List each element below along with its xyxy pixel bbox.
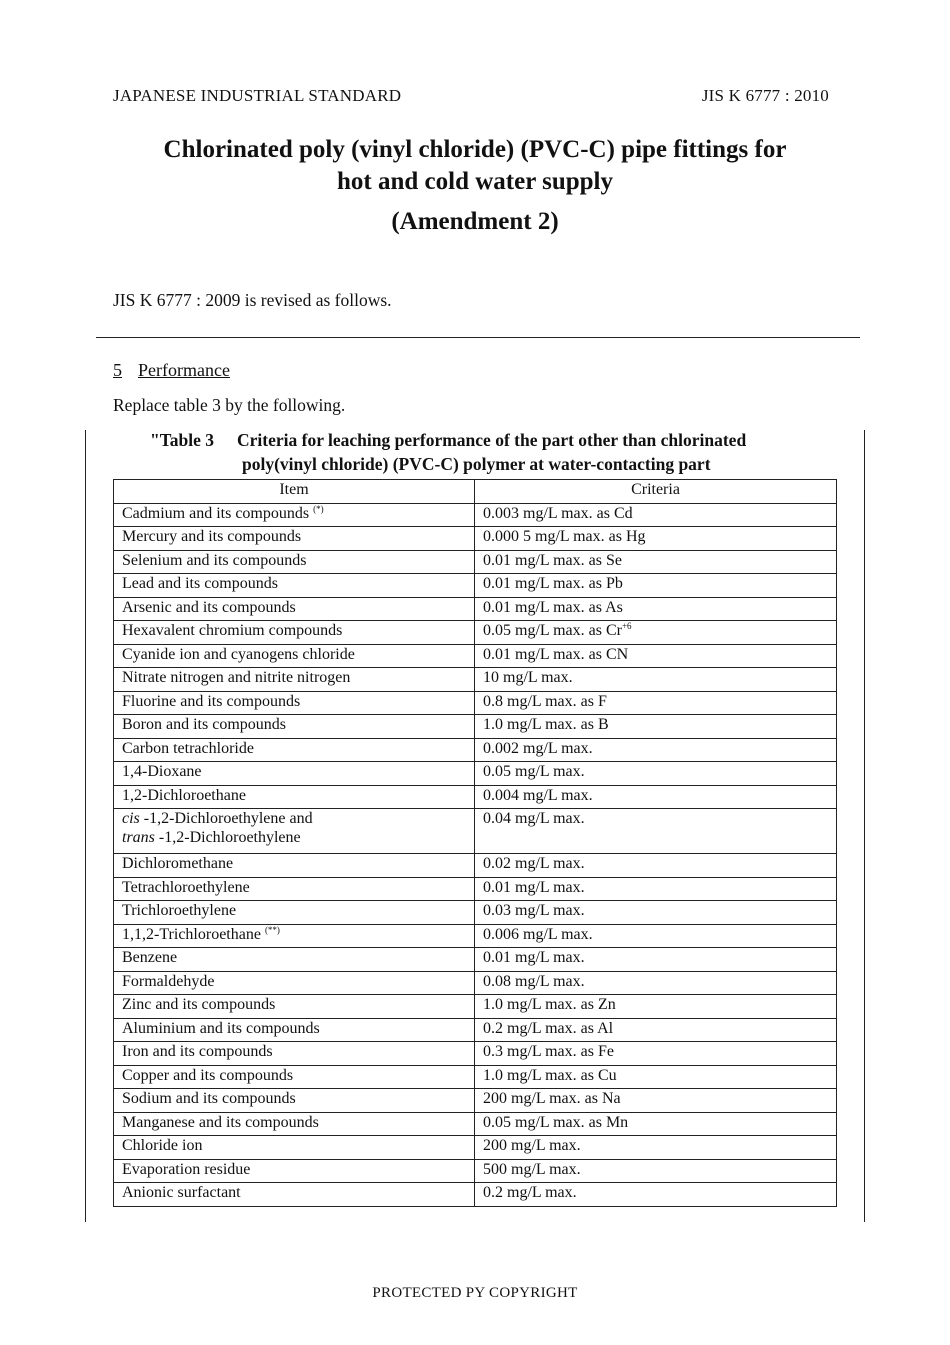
table-caption-line1: Criteria for leaching performance of the part other than chlorinated [237,430,747,450]
item-text: 1,2-Dichloroethane [122,786,246,804]
header-standard-name: JAPANESE INDUSTRIAL STANDARD [113,86,402,105]
item-cell [114,854,475,878]
table-row [114,762,837,786]
document-title-line1: Chlorinated poly (vinyl chloride) (PVC-C) pipe fittings for [163,136,787,163]
item-text: Hexavalent chromium compounds [122,622,343,639]
document-title-line2: hot and cold water supply [337,168,613,195]
criteria-text: 0.05 mg/L max. as Mn [483,1113,629,1131]
criteria-text: 0.03 mg/L max. [483,902,585,919]
table-row [114,901,837,925]
item-cell [114,901,475,925]
table-header-row [114,480,837,504]
item-text: Carbon tetrachloride [122,739,254,757]
item-text: 1,1,2-Trichloroethane [122,925,261,943]
item-text: -1,2-Dichloroethylene [154,829,301,846]
section-title: Performance [138,360,230,380]
table-row [114,550,837,574]
change-bar-right [864,430,865,1222]
criteria-cell [475,715,837,739]
criteria-text: 0.2 mg/L max. [483,1184,577,1201]
item-text: Aluminium and its compounds [122,1019,320,1037]
criteria-text: 0.01 mg/L max. as As [483,598,623,616]
criteria-superscript: +6 [621,621,632,631]
table-caption [150,428,746,452]
criteria-text: 0.05 mg/L max. as Cr [483,622,622,639]
item-text: Selenium and its compounds [122,551,307,569]
criteria-text: 0.002 mg/L max. [483,739,593,757]
criteria-cell [475,762,837,786]
item-text: Cadmium and its compounds [122,504,310,522]
criteria-cell [475,971,837,995]
item-cell [114,1136,475,1160]
replace-instruction: Replace table 3 by the following. [113,395,346,415]
table-caption-line2: poly(vinyl chloride) (PVC-C) polymer at water-contacting part [242,454,711,474]
criteria-text: 0.08 mg/L max. [483,972,585,990]
criteria-cell [475,1089,837,1113]
item-text: Mercury and its compounds [122,528,302,545]
criteria-cell [475,901,837,925]
criteria-cell [475,668,837,692]
item-cell [114,809,475,854]
criteria-text: 10 mg/L max. [483,669,573,686]
criteria-text: 0.04 mg/L max. [483,810,585,827]
item-text: Manganese and its compounds [122,1113,319,1131]
table-row [114,738,837,762]
criteria-text: 1.0 mg/L max. as B [483,716,609,733]
criteria-cell [475,644,837,668]
change-bar-left [85,430,86,1222]
table-row [114,948,837,972]
criteria-cell [475,785,837,809]
criteria-text: 0.006 mg/L max. [483,925,593,943]
table-row [114,1018,837,1042]
item-cell [114,785,475,809]
item-text: Anionic surfactant [122,1184,241,1201]
table-row [114,785,837,809]
item-cell [114,948,475,972]
table-caption-label: "Table 3 [150,430,215,450]
item-text: Copper and its compounds [122,1066,294,1084]
item-cell [114,971,475,995]
criteria-text: 500 mg/L max. [483,1160,581,1178]
criteria-cell [475,1136,837,1160]
item-cell [114,1018,475,1042]
column-header-criteria: Criteria [475,480,837,504]
criteria-cell [475,550,837,574]
table-row [114,668,837,692]
table-row [114,691,837,715]
criteria-text: 0.01 mg/L max. [483,949,585,966]
item-cell [114,715,475,739]
footnote-marker: (*) [313,503,324,514]
item-text: Sodium and its compounds [122,1090,296,1107]
criteria-text: 0.8 mg/L max. as F [483,692,607,710]
criteria-text: 0.01 mg/L max. [483,878,585,896]
criteria-cell [475,854,837,878]
criteria-text: 0.01 mg/L max. as Se [483,551,622,569]
item-cell [114,877,475,901]
item-text: Boron and its compounds [122,716,286,733]
criteria-text: 0.003 mg/L max. as Cd [483,504,633,522]
criteria-text: 0.01 mg/L max. as Pb [483,575,623,592]
table-row [114,971,837,995]
table-row [114,854,837,878]
criteria-cell [475,1159,837,1183]
item-text: 1,4-Dioxane [122,763,202,780]
item-text: Nitrate nitrogen and nitrite nitrogen [122,669,351,686]
item-text: Cyanide ion and cyanogens chloride [122,645,355,663]
criteria-cell [475,1183,837,1207]
criteria-text: 0.01 mg/L max. as CN [483,645,629,663]
criteria-cell [475,877,837,901]
amendment-label: (Amendment 2) [391,208,559,235]
criteria-cell [475,948,837,972]
item-cell [114,503,475,527]
divider [96,337,860,338]
criteria-text: 200 mg/L max. [483,1137,581,1154]
table-row [114,1112,837,1136]
table-row [114,1065,837,1089]
item-cell [114,644,475,668]
criteria-text: 0.2 mg/L max. as Al [483,1019,614,1037]
copyright-footer: PROTECTED PY COPYRIGHT [372,1285,578,1301]
criteria-cell [475,1018,837,1042]
item-text: Iron and its compounds [122,1043,273,1060]
item-text: Fluorine and its compounds [122,692,301,710]
criteria-text: 0.02 mg/L max. [483,855,585,872]
table-row [114,621,837,645]
criteria-cell [475,621,837,645]
item-text: cis [122,810,140,827]
item-cell [114,668,475,692]
criteria-cell [475,738,837,762]
item-cell [114,1065,475,1089]
section-number: 5 [113,360,122,380]
table-row [114,1183,837,1207]
item-text: Benzene [122,949,178,966]
item-cell [114,738,475,762]
criteria-cell [475,527,837,551]
item-cell [114,597,475,621]
criteria-text: 1.0 mg/L max. as Cu [483,1066,617,1084]
criteria-cell [475,597,837,621]
item-cell [114,1159,475,1183]
section-heading [113,360,230,381]
table-row [114,715,837,739]
table-row [114,527,837,551]
revision-statement: JIS K 6777 : 2009 is revised as follows. [113,290,392,310]
item-text: Dichloromethane [122,855,234,872]
item-cell [114,1042,475,1066]
item-cell [114,924,475,948]
criteria-cell [475,1112,837,1136]
item-cell [114,1183,475,1207]
criteria-cell [475,809,837,854]
item-text: Lead and its compounds [122,575,278,592]
item-text: Tetrachloroethylene [122,878,250,896]
table-row [114,1159,837,1183]
item-cell [114,550,475,574]
table-row [114,924,837,948]
item-cell [114,1112,475,1136]
criteria-text: 0.004 mg/L max. [483,786,593,804]
item-cell [114,995,475,1019]
table-row [114,574,837,598]
criteria-text: 0.000 5 mg/L max. as Hg [483,528,646,545]
criteria-cell [475,1042,837,1066]
item-text: Arsenic and its compounds [122,598,296,616]
item-text: Chloride ion [122,1137,203,1154]
table-row [114,644,837,668]
item-cell [114,1089,475,1113]
criteria-text: 0.05 mg/L max. [483,763,585,780]
criteria-cell [475,574,837,598]
table-body [114,503,837,1206]
table-row [114,503,837,527]
item-cell [114,574,475,598]
table-row [114,995,837,1019]
criteria-cell [475,995,837,1019]
table-row [114,1136,837,1160]
table-row [114,597,837,621]
item-cell [114,691,475,715]
table-row [114,809,837,854]
criteria-cell [475,1065,837,1089]
criteria-text: 0.3 mg/L max. as Fe [483,1043,614,1060]
criteria-cell [475,691,837,715]
criteria-cell [475,924,837,948]
header-standard-number: JIS K 6777 : 2010 [701,86,829,105]
item-text: Zinc and its compounds [122,996,276,1013]
criteria-table [113,479,837,1207]
item-text: Trichloroethylene [122,902,237,919]
item-text: Formaldehyde [122,972,215,990]
item-cell [114,762,475,786]
table-row [114,1089,837,1113]
item-text: Evaporation residue [122,1160,251,1178]
footnote-marker: (**) [264,924,280,935]
table-row [114,877,837,901]
item-text: -1,2-Dichloroethylene and [139,810,313,827]
item-cell [114,621,475,645]
criteria-text: 1.0 mg/L max. as Zn [483,996,616,1013]
item-text: trans [122,829,155,846]
table-row [114,1042,837,1066]
criteria-text: 200 mg/L max. as Na [483,1090,621,1107]
column-header-item: Item [114,480,475,504]
item-cell [114,527,475,551]
criteria-cell [475,503,837,527]
